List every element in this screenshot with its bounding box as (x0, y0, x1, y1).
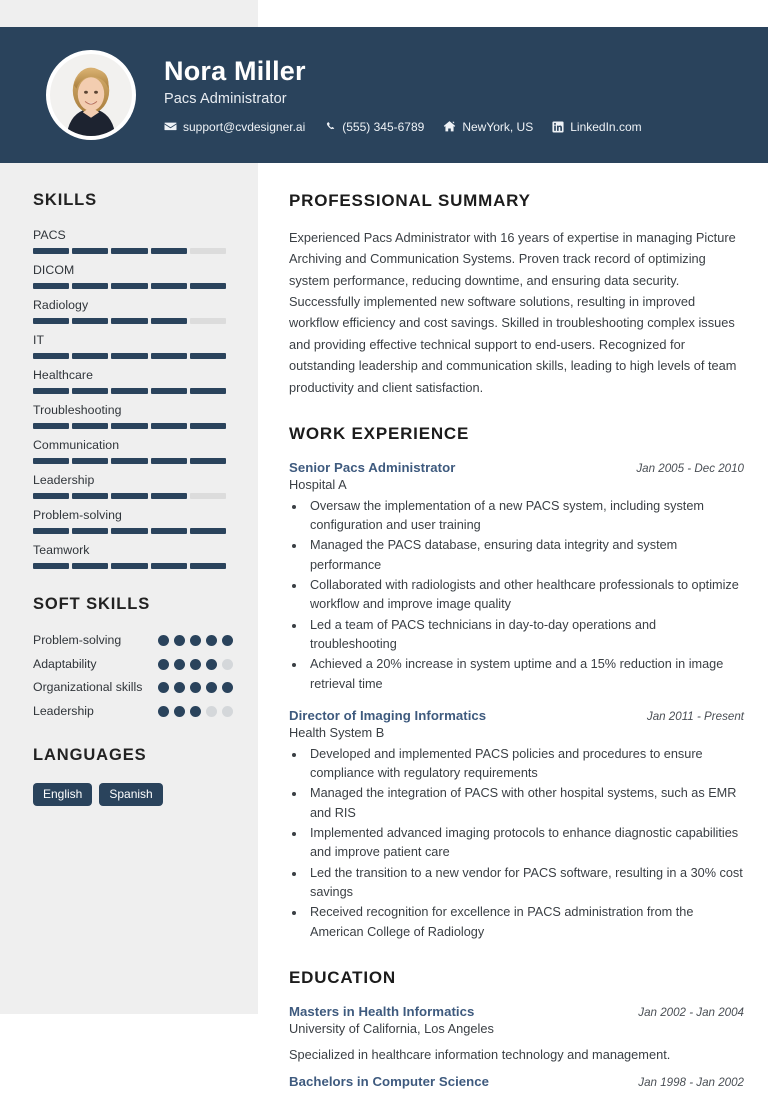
skill-level-bar (33, 283, 226, 289)
soft-skill-row (33, 656, 233, 673)
skill-level-segment (33, 563, 69, 569)
skill-level-segment (151, 318, 187, 324)
contact-location-text: NewYork, US (462, 119, 534, 134)
education-degree: Masters in Health Informatics (289, 1003, 475, 1019)
linkedin-icon (552, 121, 564, 133)
experience-entry-header (289, 460, 744, 475)
skill-name: IT (33, 333, 45, 347)
skill-level-bar (33, 318, 226, 324)
experience-title: Senior Pacs Administrator (289, 459, 456, 475)
job-role: Pacs Administrator (164, 90, 287, 107)
skill-level-segment (151, 493, 187, 499)
rating-dot (190, 635, 201, 646)
rating-dot (174, 682, 185, 693)
skill-level-segment (190, 528, 226, 534)
experience-bullet: • Led a team of PACS technicians in day-to-day operations and troubleshooting (306, 616, 744, 655)
soft-skill-row (33, 632, 233, 649)
skill-level-segment (33, 458, 69, 464)
skill-level-segment (151, 248, 187, 254)
rating-dot (190, 706, 201, 717)
skill-level-segment (111, 388, 147, 394)
experience-bullet: • Received recognition for excellence in PACS administration from the American College of Radiology (306, 903, 744, 942)
skill-level-bar (33, 423, 226, 429)
rating-dot (190, 682, 201, 693)
skill-row (33, 368, 228, 394)
experience-bullet: • Implemented advanced imaging protocols to enhance diagnostic capabilities and improve patient care (306, 824, 744, 863)
skill-level-segment (111, 458, 147, 464)
skills-list (33, 228, 228, 569)
skill-row (33, 333, 228, 359)
skill-name: Leadership (33, 473, 95, 487)
sidebar (0, 163, 258, 806)
skill-level-segment (33, 248, 69, 254)
education-date: Jan 2002 - Jan 2004 (638, 1005, 744, 1019)
skill-level-segment (151, 458, 187, 464)
skill-level-segment (190, 388, 226, 394)
soft-skill-rating (158, 656, 233, 670)
profile-photo (50, 54, 132, 136)
skill-name: Communication (33, 438, 120, 452)
skill-level-segment (111, 283, 147, 289)
skill-level-segment (190, 458, 226, 464)
languages-section-title: LANGUAGES (33, 746, 147, 765)
skill-level-segment (190, 353, 226, 359)
soft-skill-rating (158, 703, 233, 717)
rating-dot (158, 706, 169, 717)
skill-name: Teamwork (33, 543, 90, 557)
skill-level-segment (72, 423, 108, 429)
home-icon (443, 120, 456, 133)
skill-name: Healthcare (33, 368, 93, 382)
skill-name: PACS (33, 228, 66, 242)
skill-level-segment (72, 353, 108, 359)
rating-dot (190, 659, 201, 670)
skill-level-segment (151, 353, 187, 359)
soft-skill-rating (158, 679, 233, 693)
experience-entry-header (289, 708, 744, 723)
skill-level-segment (190, 563, 226, 569)
experience-bullet: • Managed the integration of PACS with other hospital systems, such as EMR and RIS (306, 784, 744, 823)
experience-list (289, 460, 744, 942)
education-list (289, 1004, 744, 1089)
skill-level-segment (190, 283, 226, 289)
experience-date: Jan 2011 - Present (646, 709, 744, 723)
skill-level-segment (151, 388, 187, 394)
skill-name: DICOM (33, 263, 75, 277)
skill-level-segment (190, 493, 226, 499)
education-degree: Bachelors in Computer Science (289, 1074, 490, 1089)
skill-level-bar (33, 493, 226, 499)
education-entry-header (289, 1074, 744, 1089)
education-entry (289, 1004, 744, 1064)
experience-bullets (306, 745, 744, 942)
skill-level-bar (33, 563, 226, 569)
rating-dot (158, 659, 169, 670)
contact-email[interactable] (164, 120, 305, 134)
skill-level-bar (33, 388, 226, 394)
skill-level-segment (72, 528, 108, 534)
education-section-title: EDUCATION (289, 967, 396, 987)
main-content (289, 163, 744, 1099)
summary-text: Experienced Pacs Administrator with 16 years of expertise in managing Picture Archiving and Communication Systems. Proven track record of optimizing system performance, reducing downtime, and ensuring data security. Successfully implemented new software solutions, resulting in improved workflow efficiency and cost savings. Skilled in troubleshooting complex issues and providing effective technical support to end-users. Recognized for outstanding leadership and communication skills, leading to high levels of team productivity and client satisfaction. (289, 230, 737, 395)
soft-skills-list (33, 632, 228, 719)
skill-level-segment (33, 423, 69, 429)
skill-level-segment (151, 528, 187, 534)
skill-level-bar (33, 528, 226, 534)
soft-skill-rating (158, 632, 233, 646)
experience-bullet: • Managed the PACS database, ensuring data integrity and system performance (306, 536, 744, 575)
skill-level-segment (33, 528, 69, 534)
skill-level-segment (111, 318, 147, 324)
skill-level-bar (33, 353, 226, 359)
skill-level-segment (111, 493, 147, 499)
skill-level-segment (190, 318, 226, 324)
skill-level-segment (33, 318, 69, 324)
skill-level-segment (72, 493, 108, 499)
experience-date: Jan 2005 - Dec 2010 (636, 461, 744, 475)
education-entry-header (289, 1004, 744, 1019)
rating-dot (174, 659, 185, 670)
experience-organization: Hospital A (289, 476, 347, 492)
soft-skill-name: Leadership (33, 703, 94, 718)
contact-email-text: support@cvdesigner.ai (183, 119, 306, 134)
page-title: Nora Miller (164, 56, 306, 87)
rating-dot (222, 706, 233, 717)
soft-skill-name: Adaptability (33, 656, 97, 671)
rating-dot (222, 635, 233, 646)
rating-dot (206, 682, 217, 693)
skill-level-segment (33, 388, 69, 394)
contact-location[interactable] (443, 120, 533, 134)
skill-row (33, 403, 228, 429)
skill-row (33, 438, 228, 464)
skill-level-segment (111, 423, 147, 429)
phone-icon (324, 120, 336, 133)
education-date: Jan 1998 - Jan 2002 (638, 1076, 744, 1089)
contact-phone-text: (555) 345-6789 (342, 119, 425, 134)
skill-level-segment (190, 423, 226, 429)
experience-section-title: WORK EXPERIENCE (289, 423, 470, 443)
rating-dot (222, 659, 233, 670)
skill-row (33, 263, 228, 289)
rating-dot (174, 635, 185, 646)
contact-phone[interactable] (324, 120, 424, 134)
experience-bullet: • Achieved a 20% increase in system uptime and a 15% reduction in image retrieval time (306, 655, 744, 694)
skill-name: Troubleshooting (33, 403, 122, 417)
rating-dot (222, 682, 233, 693)
skill-level-segment (190, 248, 226, 254)
skill-level-segment (111, 248, 147, 254)
soft-skill-row (33, 679, 233, 696)
skill-level-bar (33, 248, 226, 254)
header-text (164, 56, 642, 133)
skill-level-segment (72, 248, 108, 254)
rating-dot (206, 635, 217, 646)
skill-level-segment (151, 563, 187, 569)
skill-level-segment (72, 388, 108, 394)
experience-entry (289, 708, 744, 942)
skill-row (33, 298, 228, 324)
experience-organization: Health System B (289, 724, 385, 740)
skill-level-segment (111, 563, 147, 569)
skill-level-segment (72, 283, 108, 289)
skill-level-segment (151, 423, 187, 429)
education-school: University of California, Los Angeles (289, 1020, 494, 1036)
skill-level-segment (111, 528, 147, 534)
skill-level-segment (33, 353, 69, 359)
skill-row (33, 473, 228, 499)
summary-section-title: PROFESSIONAL SUMMARY (289, 191, 531, 210)
education-entry (289, 1074, 744, 1089)
experience-bullet: • Led the transition to a new vendor for PACS software, resulting in a 30% cost savings (306, 864, 744, 903)
experience-bullets (306, 497, 744, 694)
experience-bullet: • Developed and implemented PACS policies and procedures to ensure compliance with regulatory requirements (306, 745, 744, 784)
skill-name: Radiology (33, 298, 89, 312)
skill-level-segment (72, 563, 108, 569)
skill-level-segment (33, 493, 69, 499)
experience-title: Director of Imaging Informatics (289, 707, 487, 723)
skills-section-title: SKILLS (33, 191, 98, 209)
skill-level-segment (72, 458, 108, 464)
contact-linkedin-text: LinkedIn.com (570, 119, 642, 134)
education-note: Specialized in healthcare information technology and management. (289, 1046, 671, 1062)
experience-bullet: • Collaborated with radiologists and other healthcare professionals to optimize workflow and improve image quality (306, 576, 744, 615)
experience-entry (289, 460, 744, 694)
envelope-icon (164, 120, 177, 133)
skill-level-segment (111, 353, 147, 359)
skill-level-segment (151, 283, 187, 289)
rating-dot (206, 706, 217, 717)
language-tag: Spanish (99, 783, 162, 806)
soft-skill-name: Organizational skills (33, 680, 143, 695)
rating-dot (158, 682, 169, 693)
skill-row (33, 543, 228, 569)
experience-bullet: • Oversaw the implementation of a new PACS system, including system configuration and user training (306, 497, 744, 536)
contact-linkedin[interactable] (552, 120, 641, 134)
rating-dot (174, 706, 185, 717)
skill-name: Problem-solving (33, 508, 122, 522)
avatar (46, 50, 136, 140)
soft-skills-section-title: SOFT SKILLS (33, 595, 151, 613)
skill-row (33, 228, 228, 254)
skill-level-bar (33, 458, 226, 464)
languages-list (33, 783, 228, 806)
soft-skill-row (33, 703, 233, 720)
skill-level-segment (72, 318, 108, 324)
contact-list (164, 120, 642, 134)
skill-row (33, 508, 228, 534)
rating-dot (206, 659, 217, 670)
language-tag: English (33, 783, 92, 806)
rating-dot (158, 635, 169, 646)
soft-skill-name: Problem-solving (33, 633, 122, 647)
resume-header (0, 27, 768, 163)
skill-level-segment (33, 283, 69, 289)
